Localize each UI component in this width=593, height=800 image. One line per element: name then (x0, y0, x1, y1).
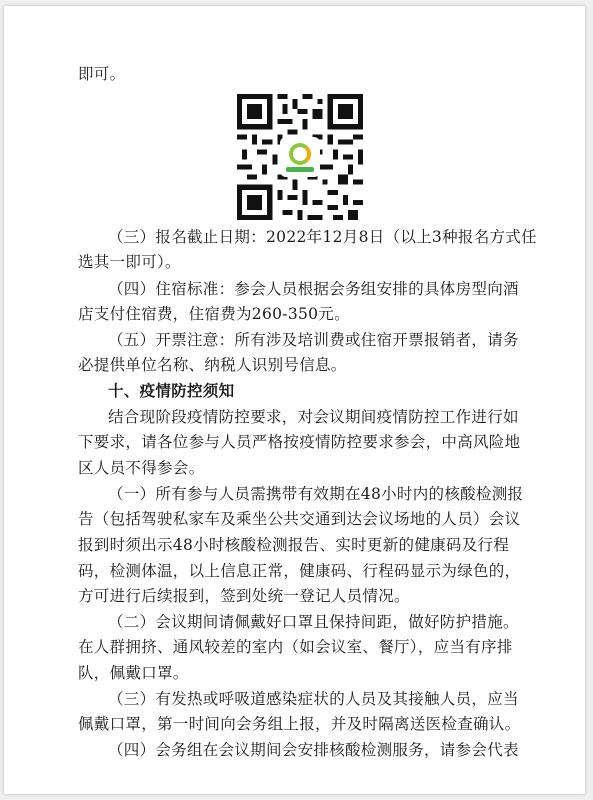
paragraph-line: 队，佩戴口罩。 (78, 664, 189, 682)
paragraph-line: （三）有发热或呼吸道感染症状的人员及其接触人员，应当 (108, 690, 519, 708)
paragraph-line: 店支付住宿费，住宿费为260-350元。 (78, 305, 350, 323)
paragraph-line: 区人员不得参会。 (78, 459, 205, 477)
qr-code-icon (237, 94, 363, 220)
paragraph-line: 在人群拥挤、通风较差的室内（如会议室、餐厅），应当有序排 (78, 638, 513, 656)
paragraph-line: 方可进行后续报到，签到处统一登记人员情况。 (78, 587, 410, 605)
paragraph-line: （一）所有参与人员需携带有效期在48小时内的核酸检测报 (108, 485, 524, 503)
document-page (4, 6, 585, 794)
qr-center-logo-icon (280, 137, 320, 177)
paragraph-line: 码，检测体温，以上信息正常，健康码、行程码显示为绿色的， (78, 562, 521, 580)
paragraph-line: 即可。 (78, 65, 126, 83)
paragraph-line: 下要求，请各位参与人员严格按疫情防控要求参会，中高风险地 (78, 433, 521, 451)
paragraph-line: （四）住宿标准：参会人员根据会务组安排的具体房型向酒 (108, 280, 519, 298)
paragraph-line: 佩戴口罩，第一时间向会务组上报，并及时隔离送医检查确认。 (78, 715, 521, 733)
section-heading: 十、疫情防控须知 (108, 381, 235, 400)
paragraph-line: 必提供单位名称、纳税人识别号信息。 (78, 356, 347, 374)
paragraph-line: 选其一即可）。 (78, 253, 181, 271)
paragraph-line: 报到时须出示48小时核酸检测报告、实时更新的健康码及行程 (78, 536, 510, 554)
paragraph-line: 告（包括驾驶私家车及乘坐公共交通到达会议场地的人员）会议 (78, 510, 521, 528)
paragraph-line: （四）会务组在会议期间会安排核酸检测服务，请参会代表 (108, 741, 519, 759)
paragraph-line: （三）报名截止日期：2022年12月8日（以上3种报名方式任 (108, 228, 537, 246)
paragraph-line: （二）会议期间请佩戴好口罩且保持间距，做好防护措施。 (108, 613, 519, 631)
paragraph-line: 结合现阶段疫情防控要求，对会议期间疫情防控工作进行如 (108, 408, 519, 426)
paragraph-line: （五）开票注意：所有涉及培训费或住宿开票报销者，请务 (108, 331, 519, 349)
